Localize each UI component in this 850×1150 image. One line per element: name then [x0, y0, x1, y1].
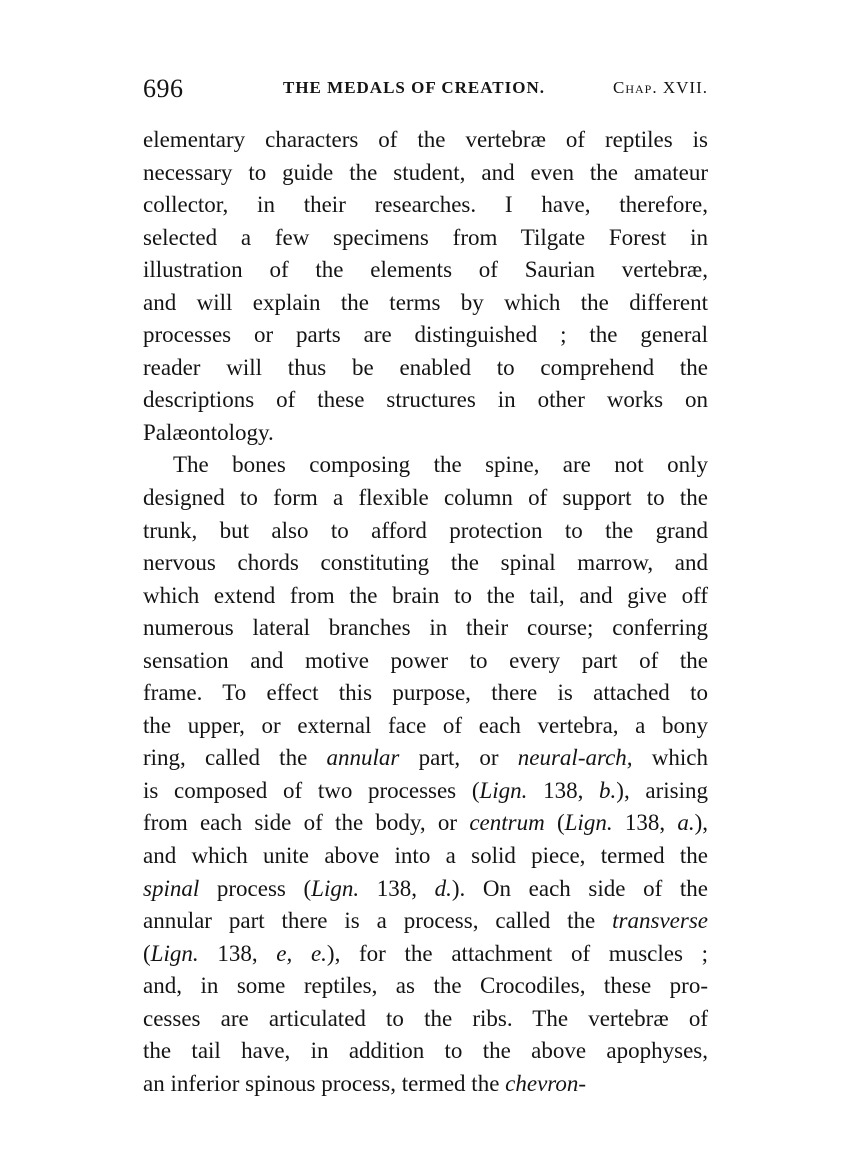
text-line: which extend from the brain to the tail, and give off [143, 582, 708, 608]
text-line: numerous lateral branches in their course; conferring [143, 615, 708, 641]
text-line: spinal process (Lign. 138, d.). On each side of the [143, 875, 709, 901]
text-line: annular part there is a process, called the transverse [143, 908, 708, 934]
text-line: the upper, or external face of each vertebra, a bony [143, 712, 708, 738]
text-line: collector, in their researches. I have, therefore, [143, 192, 708, 218]
paragraph [143, 449, 708, 1100]
text-line: the tail have, in addition to the above apophyses, [143, 1038, 708, 1064]
text-line: from each side of the body, or centrum (Lign. 138, a.), [143, 810, 709, 836]
text-line: trunk, but also to afford protection to the grand [143, 517, 708, 543]
text-line: an inferior spinous process, termed the chevron- [143, 1070, 587, 1096]
text-line: illustration of the elements of Saurian vertebræ, [143, 257, 708, 283]
body-text [143, 124, 708, 1100]
text-line: descriptions of these structures in other works on [143, 387, 708, 413]
text-line: frame. To effect this purpose, there is attached to [143, 680, 708, 706]
page-number: 696 [143, 74, 184, 103]
chapter-label: Chap. XVII. [613, 78, 708, 97]
paragraph [143, 124, 708, 449]
text-line: is composed of two processes (Lign. 138, b.), arising [143, 777, 708, 803]
text-line: and, in some reptiles, as the Crocodiles, these pro- [143, 973, 708, 999]
text-line: (Lign. 138, e, e.), for the attachment of muscles ; [143, 940, 709, 966]
text-line: nervous chords constituting the spinal marrow, and [143, 550, 708, 576]
text-line: reader will thus be enabled to comprehend the [143, 354, 708, 380]
text-line: selected a few specimens from Tilgate Forest in [143, 224, 708, 250]
text-line: processes or parts are distinguished ; the general [143, 322, 708, 348]
text-line: designed to form a flexible column of support to the [143, 485, 708, 511]
text-line: The bones composing the spine, are not only [173, 452, 708, 478]
text-line: and which unite above into a solid piece, termed the [143, 843, 708, 869]
text-line: necessary to guide the student, and even the amateur [143, 159, 708, 185]
text-line: cesses are articulated to the ribs. The vertebræ of [143, 1005, 708, 1031]
text-line: elementary characters of the vertebræ of reptiles is [143, 127, 708, 152]
page-header [143, 68, 708, 108]
running-title: THE MEDALS OF CREATION. [283, 78, 545, 97]
text-line: Palæontology. [143, 419, 274, 445]
text-line: ring, called the annular part, or neural-arch, which [143, 745, 708, 771]
text-line: and will explain the terms by which the different [143, 289, 708, 315]
text-line: sensation and motive power to every part of the [143, 647, 708, 673]
